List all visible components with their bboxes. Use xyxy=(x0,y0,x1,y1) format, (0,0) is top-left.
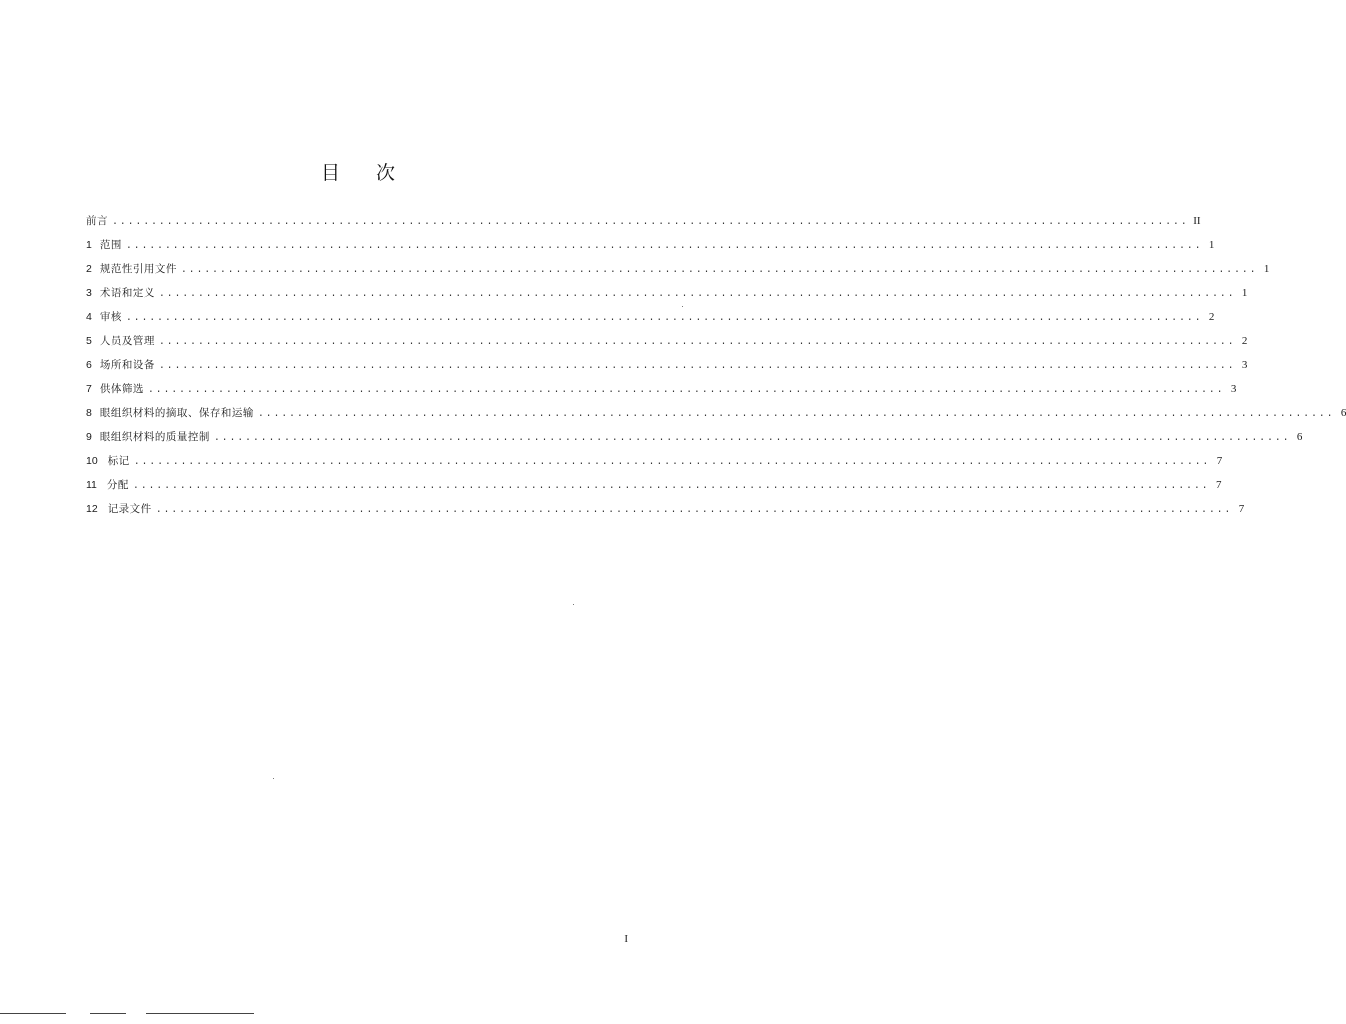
toc-entry-10[interactable] xyxy=(86,454,1223,478)
toc-leader-dots: .......................................................................................................................................... xyxy=(112,217,1189,228)
toc-leader-dots: .......................................................................................................................................... xyxy=(158,337,1236,348)
table-of-contents xyxy=(86,214,1346,526)
toc-entry-9[interactable] xyxy=(86,430,1303,454)
toc-entry-number: 3 xyxy=(86,287,92,299)
toc-entry-label: 标记 xyxy=(107,455,130,467)
toc-entry-label: 分配 xyxy=(106,479,129,491)
toc-leader-dots: .......................................................................................................................................... xyxy=(213,433,1291,444)
toc-entry-8[interactable] xyxy=(86,406,1346,430)
toc-leader-dots: .......................................................................................................................................... xyxy=(125,313,1203,324)
scan-speck xyxy=(682,306,683,307)
toc-entry-number: 10 xyxy=(86,455,98,467)
toc-entry-7[interactable] xyxy=(86,382,1237,406)
scan-speck xyxy=(273,778,274,779)
toc-leader-dots: .......................................................................................................................................... xyxy=(125,241,1203,252)
toc-leader-dots: .......................................................................................................................................... xyxy=(147,385,1225,396)
toc-entry-page: 2 xyxy=(1208,311,1215,323)
toc-entry-page: 3 xyxy=(1230,383,1237,395)
toc-entry-page: 7 xyxy=(1215,479,1222,491)
toc-entry-page: 3 xyxy=(1241,359,1248,371)
toc-entry-label: 场所和设备 xyxy=(99,359,155,371)
toc-entry-number: 1 xyxy=(86,239,92,251)
toc-entry-label: 供体筛选 xyxy=(99,383,144,395)
toc-entry-number: 4 xyxy=(86,311,92,323)
toc-leader-dots: .......................................................................................................................................... xyxy=(158,289,1236,300)
toc-entry-page: 7 xyxy=(1238,503,1245,515)
scan-artifact-line xyxy=(146,1013,254,1014)
toc-entry-number: 7 xyxy=(86,383,92,395)
toc-entry-page: 1 xyxy=(1208,239,1215,251)
scan-artifact-line xyxy=(90,1013,126,1014)
toc-leader-dots: .......................................................................................................................................... xyxy=(257,409,1335,420)
toc-entry-label: 眼组织材料的摘取、保存和运输 xyxy=(99,407,254,419)
toc-entry-3[interactable] xyxy=(86,286,1248,310)
toc-entry-label: 前言 xyxy=(86,215,108,227)
toc-leader-dots: .......................................................................................................................................... xyxy=(133,457,1211,468)
toc-entry-foreword[interactable] xyxy=(86,214,1201,238)
toc-entry-number: 6 xyxy=(86,359,92,371)
toc-entry-11[interactable] xyxy=(86,478,1222,502)
toc-entry-6[interactable] xyxy=(86,358,1248,382)
toc-entry-page: II xyxy=(1193,215,1201,227)
toc-entry-number: 12 xyxy=(86,503,98,515)
toc-entry-number: 5 xyxy=(86,335,92,347)
toc-entry-label: 眼组织材料的质量控制 xyxy=(99,431,210,443)
toc-leader-dots: .......................................................................................................................................... xyxy=(155,505,1233,516)
scan-speck xyxy=(573,604,574,605)
toc-entry-page: 2 xyxy=(1241,335,1248,347)
toc-entry-page: 6 xyxy=(1340,407,1346,419)
toc-entry-label: 术语和定义 xyxy=(99,287,155,299)
toc-leader-dots: .......................................................................................................................................... xyxy=(158,361,1236,372)
toc-entry-number: 11 xyxy=(86,479,97,491)
toc-entry-label: 范围 xyxy=(99,239,122,251)
toc-entry-label: 规范性引用文件 xyxy=(99,263,177,275)
toc-entry-12[interactable] xyxy=(86,502,1245,526)
toc-entry-page: 1 xyxy=(1241,287,1248,299)
toc-entry-page: 6 xyxy=(1296,431,1303,443)
toc-entry-2[interactable] xyxy=(86,262,1270,286)
toc-entry-page: 1 xyxy=(1263,263,1270,275)
page-title: 目次 xyxy=(320,162,431,184)
toc-entry-label: 人员及管理 xyxy=(99,335,155,347)
scan-artifact-line xyxy=(0,1013,66,1014)
toc-entry-4[interactable] xyxy=(86,310,1215,334)
page-number: I xyxy=(624,933,628,945)
toc-leader-dots: .......................................................................................................................................... xyxy=(132,481,1210,492)
toc-entry-1[interactable] xyxy=(86,238,1215,262)
toc-entry-page: 7 xyxy=(1216,455,1223,467)
toc-entry-number: 8 xyxy=(86,407,92,419)
toc-entry-label: 审核 xyxy=(99,311,122,323)
toc-entry-number: 2 xyxy=(86,263,92,275)
toc-entry-5[interactable] xyxy=(86,334,1248,358)
toc-entry-number: 9 xyxy=(86,431,92,443)
toc-leader-dots: .......................................................................................................................................... xyxy=(180,265,1258,276)
toc-entry-label: 记录文件 xyxy=(107,503,152,515)
